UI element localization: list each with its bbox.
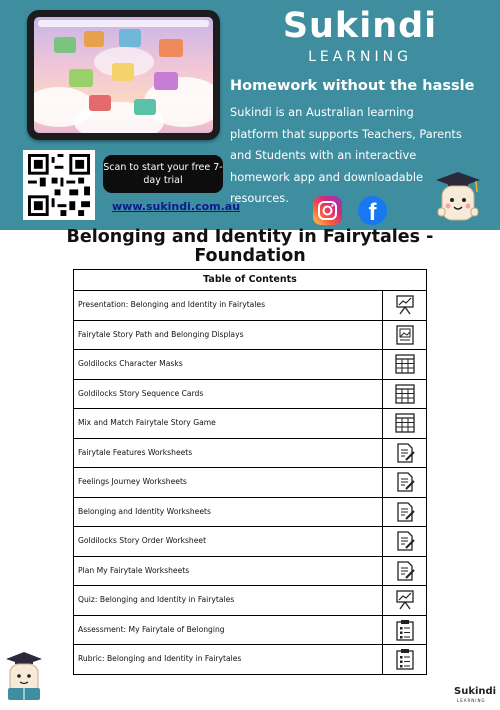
footer-brand-subtitle: LEARNING (457, 698, 486, 703)
toc-row (74, 498, 426, 528)
grid-worksheet-icon (382, 380, 426, 409)
presentation-easel-icon (382, 291, 426, 320)
assessment-clipboard-icon (382, 645, 426, 674)
toc-row (74, 291, 426, 321)
worksheet-pencil-icon (382, 439, 426, 468)
mascot-reading-icon (2, 650, 46, 710)
grid-worksheet-icon (382, 350, 426, 379)
toc-row (74, 586, 426, 616)
toc-row-label: Belonging and Identity Worksheets (78, 506, 211, 516)
worksheet-pencil-icon (382, 557, 426, 586)
app-preview-tablet (27, 10, 220, 140)
toc-row-label: Goldilocks Character Masks (78, 359, 183, 368)
toc-row-label: Assessment: My Fairytale of Belonging (78, 624, 225, 634)
instagram-icon[interactable] (313, 196, 342, 225)
toc-row-label: Goldilocks Story Sequence Cards (78, 388, 204, 398)
toc-row (74, 350, 426, 380)
toc-row-label: Plan My Fairytale Worksheets (78, 565, 190, 575)
promo-banner (0, 0, 500, 230)
toc-row-label: Fairytale Features Worksheets (78, 447, 193, 457)
toc-row-label: Quiz: Belonging and Identity in Fairytales (78, 595, 235, 604)
toc-row (74, 616, 426, 646)
assessment-clipboard-icon (382, 616, 426, 645)
toc-row (74, 557, 426, 587)
toc-row (74, 527, 426, 557)
scan-trial-callout: Scan to start your free 7-day trial (103, 155, 223, 193)
worksheet-pencil-icon (382, 468, 426, 497)
qr-code-icon[interactable] (23, 150, 95, 220)
toc-row-label: Fairytale Story Path and Belonging Displays (78, 329, 244, 339)
toc-row (74, 439, 426, 469)
toc-row (74, 409, 426, 439)
table-of-contents (73, 269, 427, 675)
toc-row-label: Rubric: Belonging and Identity in Fairytales (78, 654, 242, 663)
app-preview-screen (34, 17, 213, 133)
toc-row (74, 380, 426, 410)
brand-logo: Sukindi (282, 6, 438, 46)
toc-row-label: Presentation: Belonging and Identity in Fairytales (78, 300, 266, 309)
presentation-easel-icon (382, 586, 426, 615)
toc-row (74, 468, 426, 498)
toc-heading: Table of Contents (74, 270, 426, 291)
grid-worksheet-icon (382, 409, 426, 438)
footer-brand-logo: Sukindi (454, 686, 497, 697)
toc-row (74, 321, 426, 351)
toc-row (74, 645, 426, 674)
facebook-icon[interactable]: f (358, 196, 387, 225)
website-link[interactable]: www.sukindi.com.au (112, 200, 241, 213)
document-title: Belonging and Identity in Fairytales - Foundation (66, 227, 434, 266)
mascot-graduate-icon (432, 170, 484, 230)
toc-row-label: Goldilocks Story Order Worksheet (78, 536, 207, 545)
toc-rows (74, 291, 426, 674)
brand-logo-subtitle: LEARNING (308, 49, 412, 65)
toc-row-label: Feelings Journey Worksheets (78, 477, 187, 486)
toc-row-label: Mix and Match Fairytale Story Game (78, 418, 216, 427)
display-poster-icon (382, 321, 426, 350)
tagline: Homework without the hassle (230, 78, 475, 94)
worksheet-pencil-icon (382, 527, 426, 556)
platform-description: Sukindi is an Australian learning platform that supports Teachers, Parents and Students with an interactive homework app and downloadable resources. (230, 105, 462, 205)
worksheet-pencil-icon (382, 498, 426, 527)
